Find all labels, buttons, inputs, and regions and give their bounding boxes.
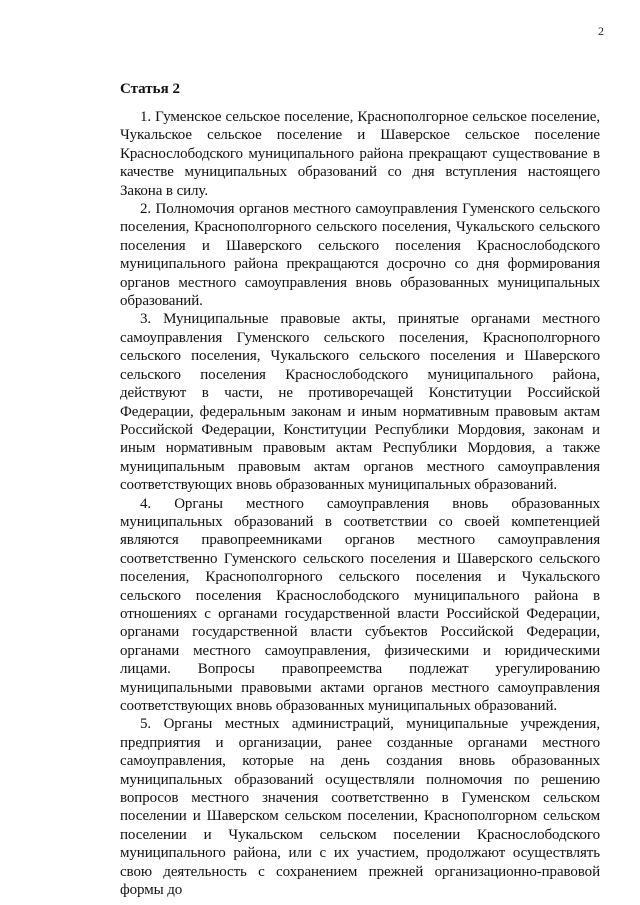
article-body: [120, 80, 600, 899]
paragraph-1: 1. Гуменское сельское поселение, Краснополгорное сельское поселение, Чукальское сельское поселение и Шаверское сельское поселение Краснослободского муниципального района прекращают существование в качестве муниципальных образований со дня вступления настоящего Закона в силу.: [120, 109, 600, 199]
paragraph-2: 2. Полномочия органов местного самоуправления Гуменского сельского поселения, Краснополгорного сельского поселения, Чукальского сельского поселения и Шаверского сельского поселения Краснослободского муниципального района прекращаются досрочно со дня формирования органов местного самоуправления вновь образованных муниципальных образований.: [120, 201, 600, 310]
paragraph-3: 3. Муниципальные правовые акты, принятые органами местного самоуправления Гуменского сельского поселения, Краснополгорного сельского поселения, Чукальского сельского поселения и Шаверского сельского поселения Краснослободского муниципального района, действуют в части, не противоречащей Конституции Российской Федерации, федеральным законам и иным нормативным правовым актам Российской Федерации, Конституции Республики Мордовия, законам и иным нормативным правовым актам Республики Мордовия, а также муниципальным правовым актам органов местного самоуправления соответствующих вновь образованных муниципальных образований.: [120, 311, 600, 494]
paragraph-5: 5. Органы местных администраций, муниципальные учреждения, предприятия и организации, ранее созданные органами местного самоуправления, которые на день создания вновь образованных муниципальных образований осуществляли полномочия по решению вопросов местного значения соответственно в Гуменском сельском поселении и Шаверском сельском поселении, Краснополгорном сельском поселении и Чукальском сельском поселении Краснослободского муниципального района, или с их участием, продолжают осуществлять свою деятельность с сохранением прежней организационно-правовой формы до: [120, 716, 600, 899]
page-number: 2: [598, 24, 604, 38]
article-title: Статья 2: [120, 81, 180, 97]
paragraph-4: 4. Органы местного самоуправления вновь образованных муниципальных образований в соответствии со своей компетенцией являются правопреемниками органов местного самоуправления соответственно Гуменского сельского поселения и Шаверского сельского поселения, Краснополгорного сельского поселения и Чукальского сельского поселения Краснослободского муниципального района в отношениях с органами государственной власти Российской Федерации, органами государственной власти субъектов Российской Федерации, органами местного самоуправления, физическими и юридическими лицами. Вопросы правопреемства подлежат урегулированию муниципальными правовыми актами органов местного самоуправления соответствующих вновь образованных муниципальных образований.: [120, 495, 600, 714]
